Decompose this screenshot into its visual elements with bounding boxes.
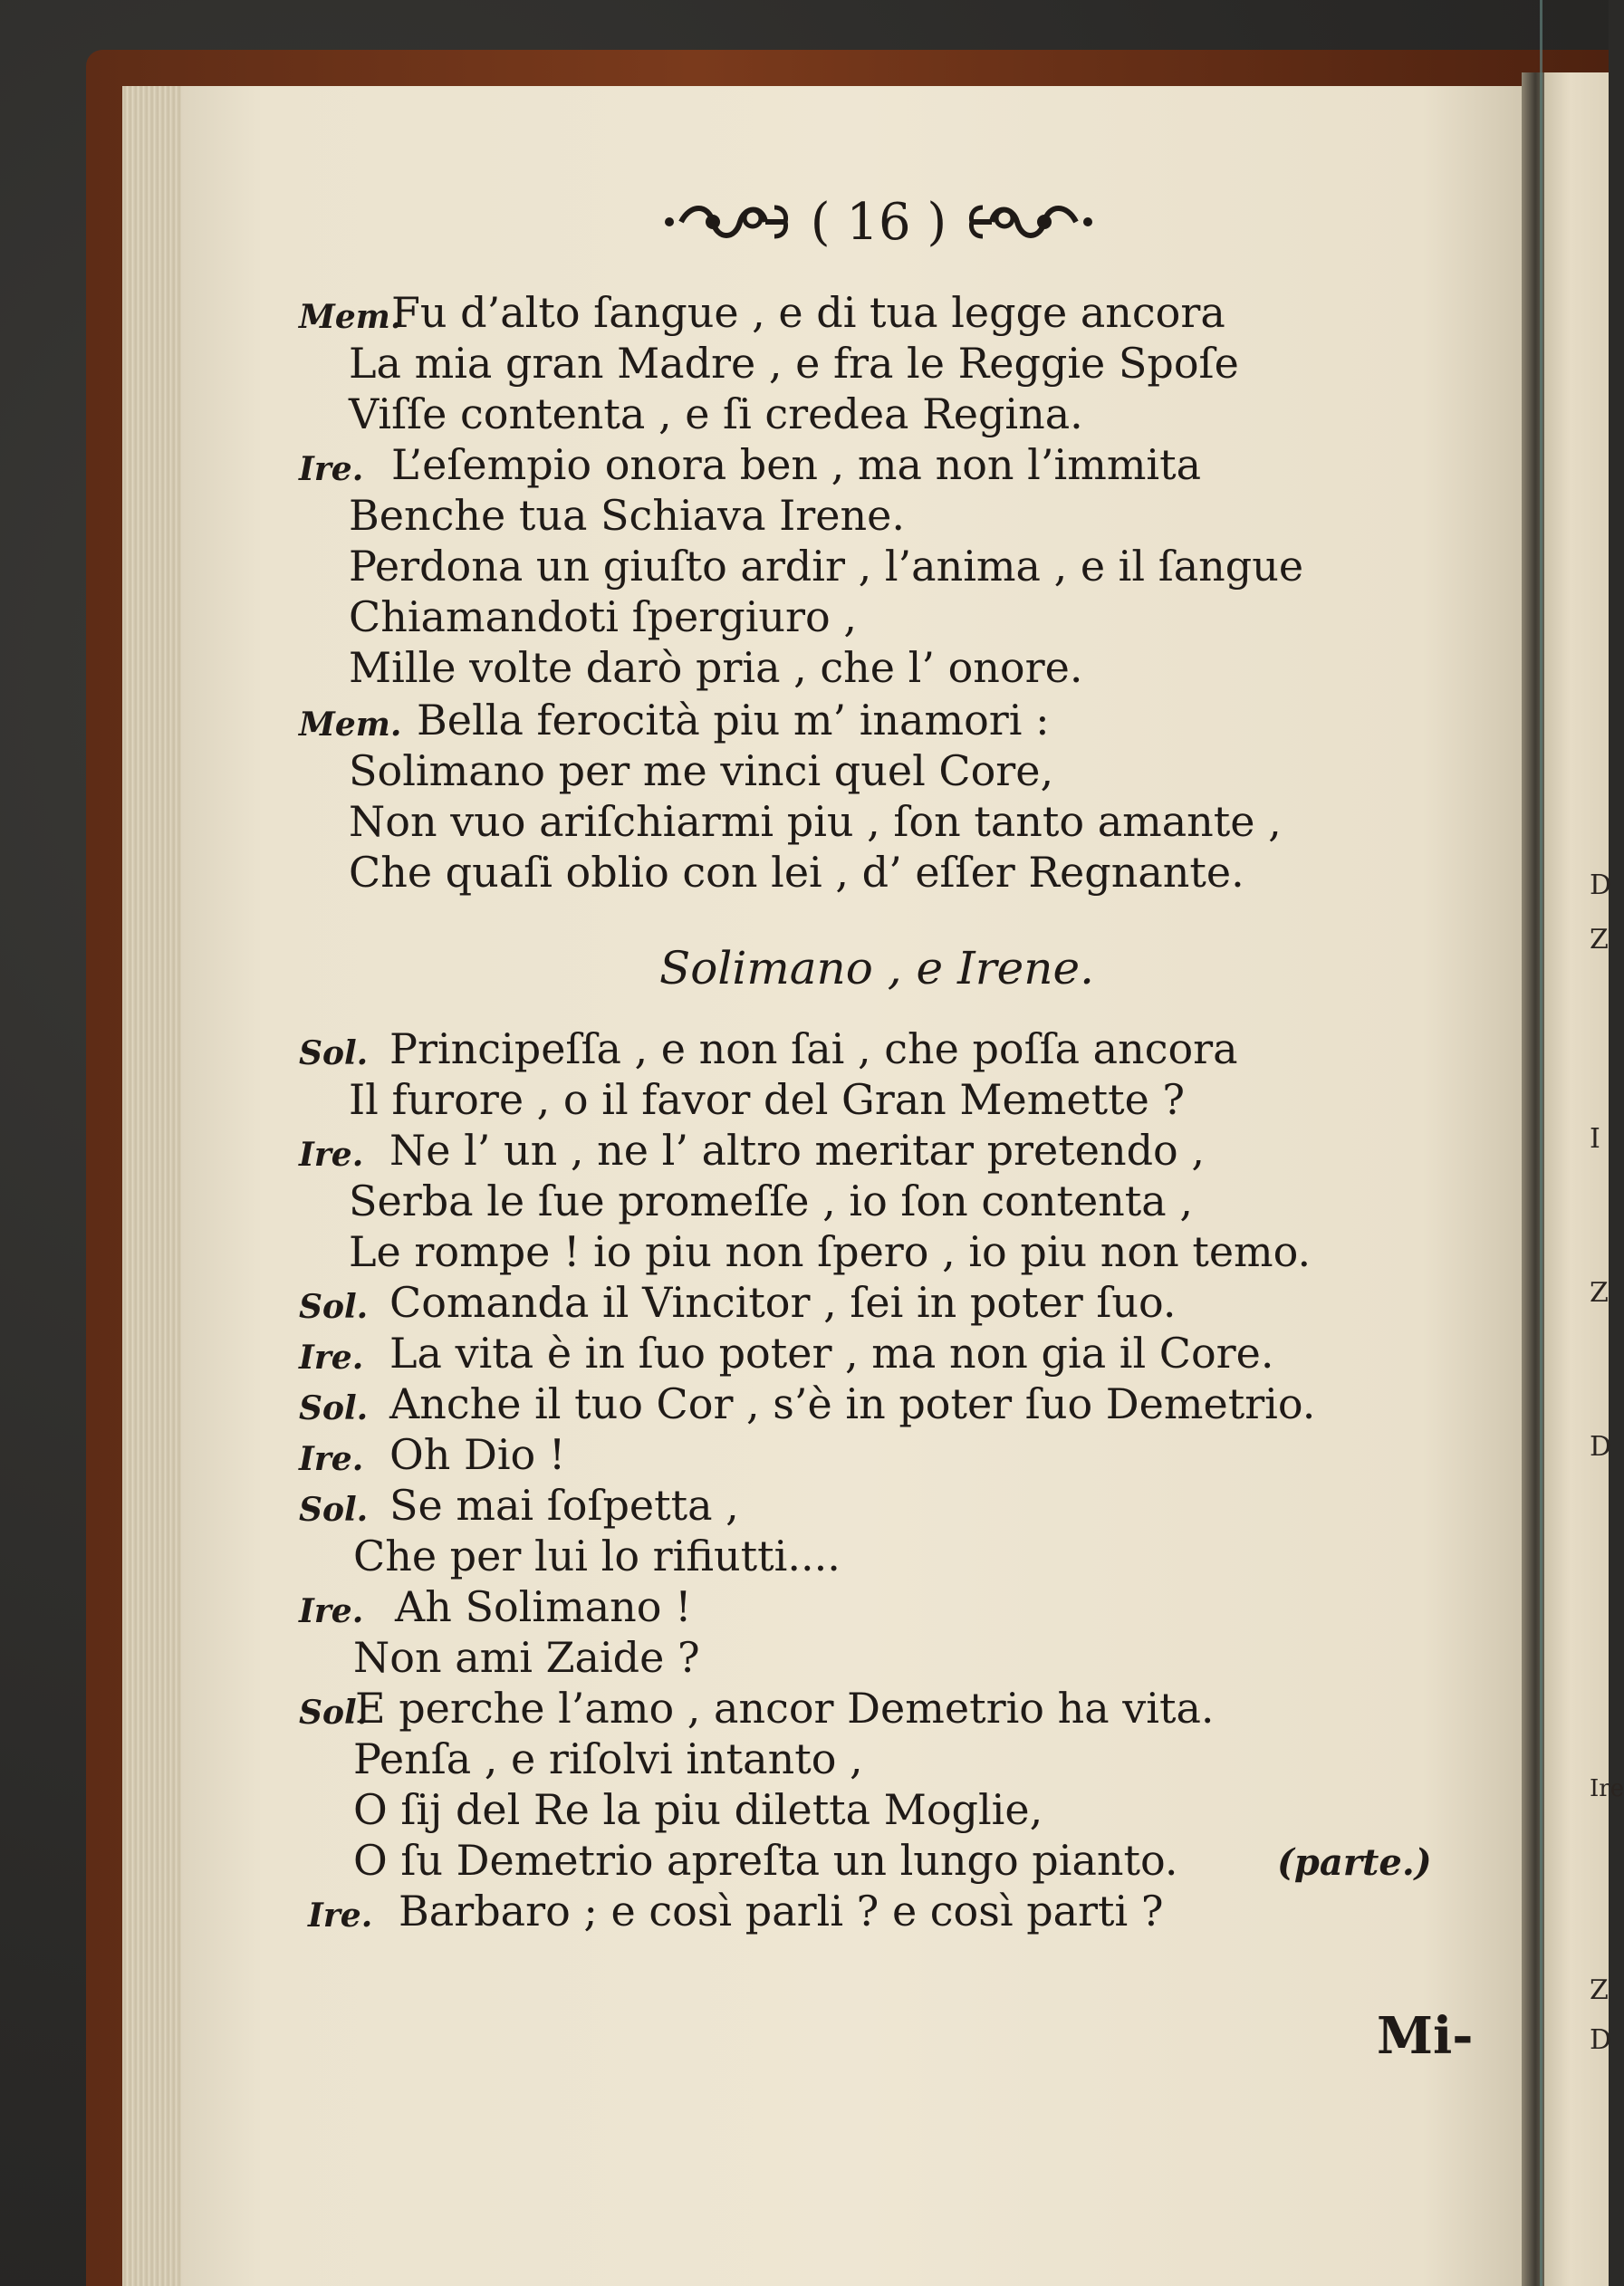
speaker-label: Sol. (299, 1288, 369, 1326)
verse-line: O ſu Demetrio apreſta un lungo pianto. (353, 1836, 1178, 1885)
verse-line: Principeſſa , e non ſai , che poſſa ancora (389, 1024, 1238, 1073)
verse-line: Penſa , e riſolvi intanto , (353, 1734, 863, 1783)
verse-line: Mille volte darò pria , che l’ onore. (349, 643, 1083, 692)
facing-fragment: D (1590, 2024, 1612, 2056)
verse-line: Benche tua Schiava Irene. (349, 491, 905, 540)
facing-fragment: D (1590, 1431, 1612, 1463)
scroll-ornament-icon (658, 195, 794, 249)
facing-page-edge (1544, 72, 1612, 2286)
speaker-label: Ire. (299, 1440, 364, 1478)
facing-fragment: Z (1590, 924, 1609, 956)
verse-line: Oh Dio ! (389, 1430, 566, 1479)
verse-line: Chiamandoti ſpergiuro , (349, 592, 857, 641)
facing-fragment: Ire (1590, 1775, 1624, 1802)
verse-line: Che per lui lo rifiutti.... (353, 1532, 841, 1580)
verse-line: L’eſempio onora ben , ma non l’immita (391, 440, 1202, 489)
verse-line: La mia gran Madre , e fra le Reggie Spoſe (349, 339, 1239, 388)
speaker-label: Sol. (299, 1694, 369, 1732)
verse-line: Il furore , o il favor del Gran Memette ? (349, 1075, 1186, 1124)
verse-line: Ne l’ un , ne l’ altro meritar pretendo , (389, 1126, 1205, 1175)
speaker-label: Ire. (308, 1897, 373, 1935)
verse-line: E perche l’amo , ancor Demetrio ha vita. (355, 1684, 1215, 1733)
verse-line: Che quaſi oblio con lei , d’ eſſer Regnante. (349, 848, 1244, 897)
catchword: Mi- (1377, 2006, 1474, 2066)
verse-line: Perdona un giuſto ardir , l’anima , e il ſangue (349, 542, 1304, 591)
verse-line: Fu d’alto ſangue , e di tua legge ancora (391, 288, 1225, 337)
facing-fragment: Z (1590, 1277, 1609, 1309)
speaker-label: Ire. (299, 1592, 364, 1630)
verse-line: Se mai ſoſpetta , (389, 1481, 739, 1530)
speaker-label: Ire. (299, 1136, 364, 1174)
page-header (625, 181, 1132, 263)
scan-clip-line (1540, 0, 1542, 2286)
verse-line: Anche il tuo Cor , s’è in poter ſuo Demetrio. (389, 1379, 1316, 1428)
facing-fragment: Z (1590, 1974, 1609, 2006)
facing-fragment: I (1590, 1123, 1600, 1155)
verse-line: Bella ferocità piu m’ inamori : (417, 696, 1050, 744)
verse-line: Ah Solimano ! (395, 1582, 692, 1631)
verse-line: Non vuo ariſchiarmi piu , ſon tanto amante , (349, 797, 1282, 846)
speaker-label: Ire. (299, 1339, 364, 1377)
stage-direction: (parte.) (1277, 1841, 1432, 1884)
verse-line: Le rompe ! io piu non ſpero , io piu non temo. (349, 1227, 1312, 1276)
scene-heading: Solimano , e Irene. (659, 942, 1094, 994)
verse-line: Solimano per me vinci quel Core, (349, 746, 1054, 795)
speaker-label: Ire. (299, 450, 364, 488)
verse-line: La vita è in ſuo poter , ma non gia il Core. (389, 1329, 1274, 1378)
verse-line: Barbaro ; e così parli ? e così parti ? (399, 1887, 1164, 1935)
scroll-ornament-icon (963, 195, 1099, 249)
speaker-label: Sol. (299, 1491, 369, 1529)
speaker-label: Mem. (299, 298, 402, 336)
speaker-label: Sol. (299, 1389, 369, 1427)
page-number: ( 16 ) (810, 192, 947, 252)
verse-line: Non ami Zaide ? (353, 1633, 700, 1682)
verse-line: O ſij del Re la piu diletta Moglie, (353, 1785, 1043, 1834)
speaker-label: Sol. (299, 1034, 369, 1072)
facing-fragment: D (1590, 869, 1612, 901)
verse-line: Serba le ſue promeſſe , io ſon contenta , (349, 1177, 1193, 1225)
verse-line: Viſſe contenta , e ſi credea Regina. (349, 389, 1083, 438)
speaker-label: Mem. (299, 706, 402, 744)
verse-line: Comanda il Vincitor , ſei in poter ſuo. (389, 1278, 1177, 1327)
